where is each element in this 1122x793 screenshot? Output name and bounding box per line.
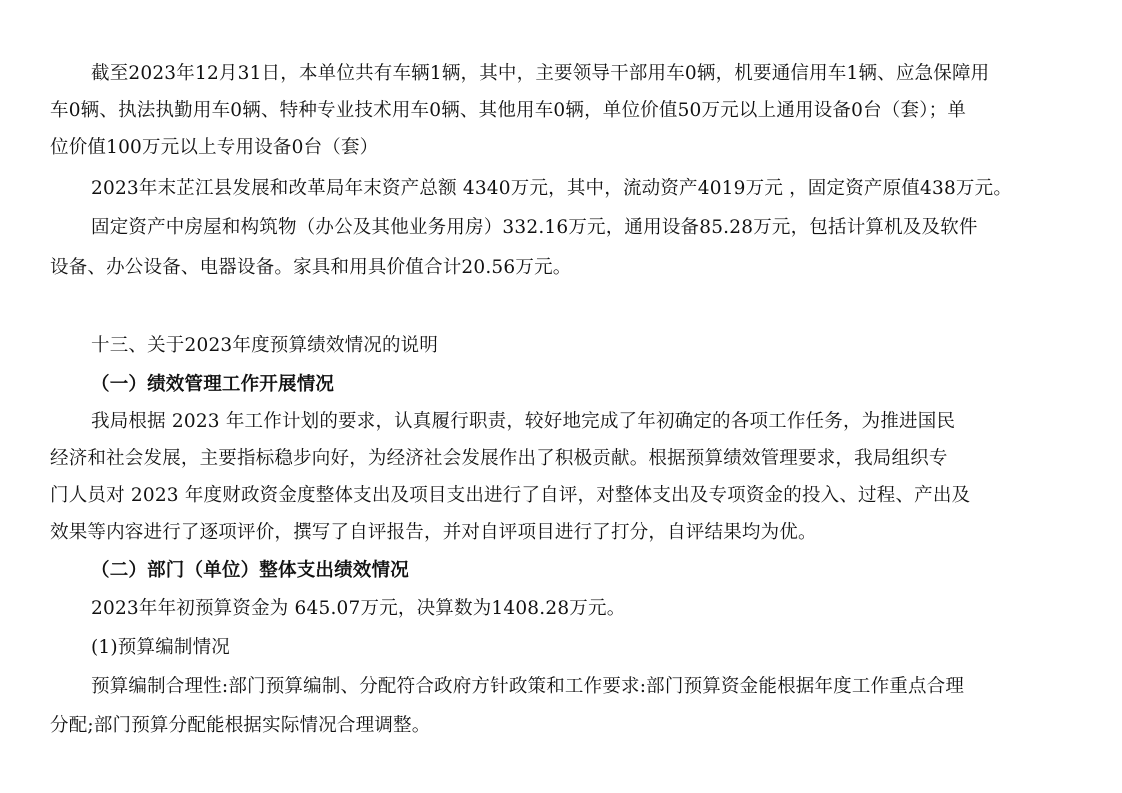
section-13-heading: 十三、关于2023年度预算绩效情况的说明 [91, 335, 439, 356]
budget-line: 2023年年初预算资金为 645.07万元，决算数为1408.28万元。 [91, 598, 626, 619]
assets-line-3: 位价值100万元以上专用设备0台（套） [50, 137, 379, 158]
subsection-1-line-2: 经济和社会发展，主要指标稳步向好，为经济社会发展作出了积极贡献。根据预算绩效管理要求，我局组织专 [50, 448, 948, 469]
assets-line-6: 设备、办公设备、电器设备。家具和用具价值合计20.56万元。 [50, 257, 572, 278]
budget-item-1-title: (1)预算编制情况 [91, 637, 231, 658]
assets-line-1: 截至2023年12月31日，本单位共有车辆1辆，其中，主要领导干部用车0辆，机要通信用车1辆、应急保障用 [91, 63, 990, 84]
subsection-1-line-3: 门人员对 2023 年度财政资金度整体支出及项目支出进行了自评，对整体支出及专项资金的投入、过程、产出及 [50, 485, 971, 506]
assets-line-5: 固定资产中房屋和构筑物（办公及其他业务用房）332.16万元，通用设备85.28万元，包括计算机及及软件 [91, 217, 978, 238]
budget-item-1-line-2: 分配;部门预算分配能根据实际情况合理调整。 [50, 715, 431, 736]
subsection-1-line-1: 我局根据 2023 年工作计划的要求，认真履行职责，较好地完成了年初确定的各项工作任务，为推进国民 [91, 411, 956, 432]
assets-line-4: 2023年末芷江县发展和改革局年末资产总额 4340万元，其中，流动资产4019万元 ，固定资产原值438万元。 [91, 178, 1013, 199]
budget-item-1-line-1: 预算编制合理性:部门预算编制、分配符合政府方针政策和工作要求:部门预算资金能根据年度工作重点合理 [91, 676, 965, 697]
subsection-1-line-4: 效果等内容进行了逐项评价，撰写了自评报告，并对自评项目进行了打分，自评结果均为优。 [50, 522, 817, 543]
subsection-2-heading: （二）部门（单位）整体支出绩效情况 [91, 560, 409, 581]
subsection-1-heading: （一）绩效管理工作开展情况 [91, 374, 335, 395]
assets-line-2: 车0辆、执法执勤用车0辆、特种专业技术用车0辆、其他用车0辆，单位价值50万元以上通用设备0台（套）；单 [50, 100, 967, 121]
